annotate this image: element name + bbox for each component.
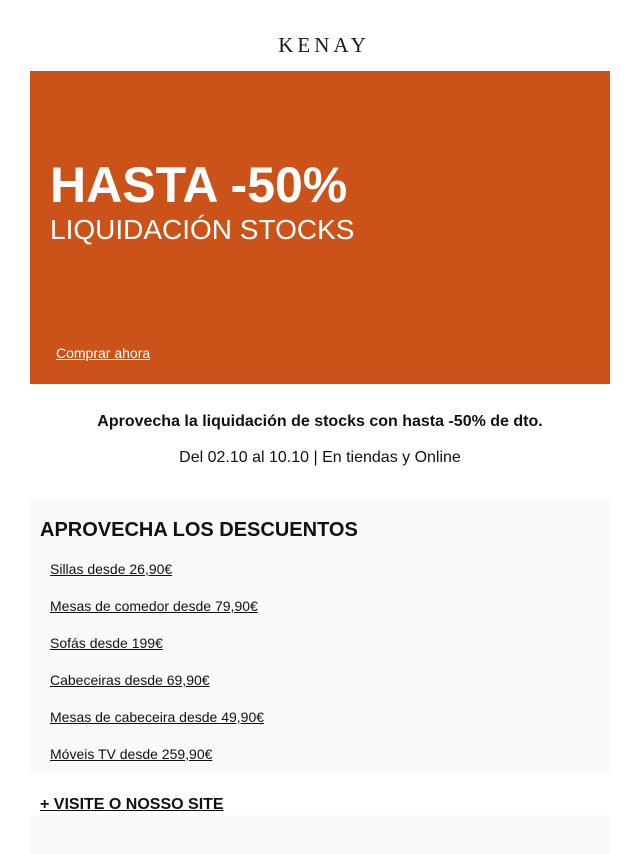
promo-dates: Del 02.10 al 10.10 | En tiendas y Online: [179, 449, 461, 466]
discount-list: [50, 560, 264, 782]
brand-logo[interactable]: [0, 33, 640, 58]
discounts-title: APROVECHA LOS DESCUENTOS: [40, 519, 358, 541]
list-item: [50, 560, 264, 597]
discount-link-mesas-cabeceira[interactable]: Mesas de cabeceira desde 49,90€: [50, 709, 265, 725]
discount-link-moveis-tv[interactable]: Móveis TV desde 259,90€: [50, 746, 213, 762]
list-item: [50, 597, 264, 634]
hero-subtitle: LIQUIDACIÓN STOCKS: [50, 214, 355, 245]
discount-link-sillas[interactable]: Sillas desde 26,90€: [50, 561, 173, 577]
discount-link-mesas-comedor[interactable]: Mesas de comedor desde 79,90€: [50, 598, 258, 614]
list-item: [50, 708, 264, 745]
bottom-section: [30, 815, 610, 854]
visit-site-link[interactable]: + VISITE O NOSSO SITE: [40, 796, 224, 813]
list-item: [50, 671, 264, 708]
list-item: [50, 634, 264, 671]
promo-headline: Aprovecha la liquidación de stocks con hasta -50% de dto.: [97, 413, 543, 430]
discount-link-cabeceiras[interactable]: Cabeceiras desde 69,90€: [50, 672, 210, 688]
hero-title: HASTA -50%: [50, 157, 348, 213]
discount-link-sofas[interactable]: Sofás desde 199€: [50, 635, 163, 651]
list-item: [50, 745, 264, 782]
discounts-section: [30, 498, 610, 772]
shop-now-link[interactable]: Comprar ahora: [56, 345, 151, 361]
hero-banner[interactable]: [30, 71, 610, 384]
logo-wordmark: KENAY: [278, 33, 370, 57]
